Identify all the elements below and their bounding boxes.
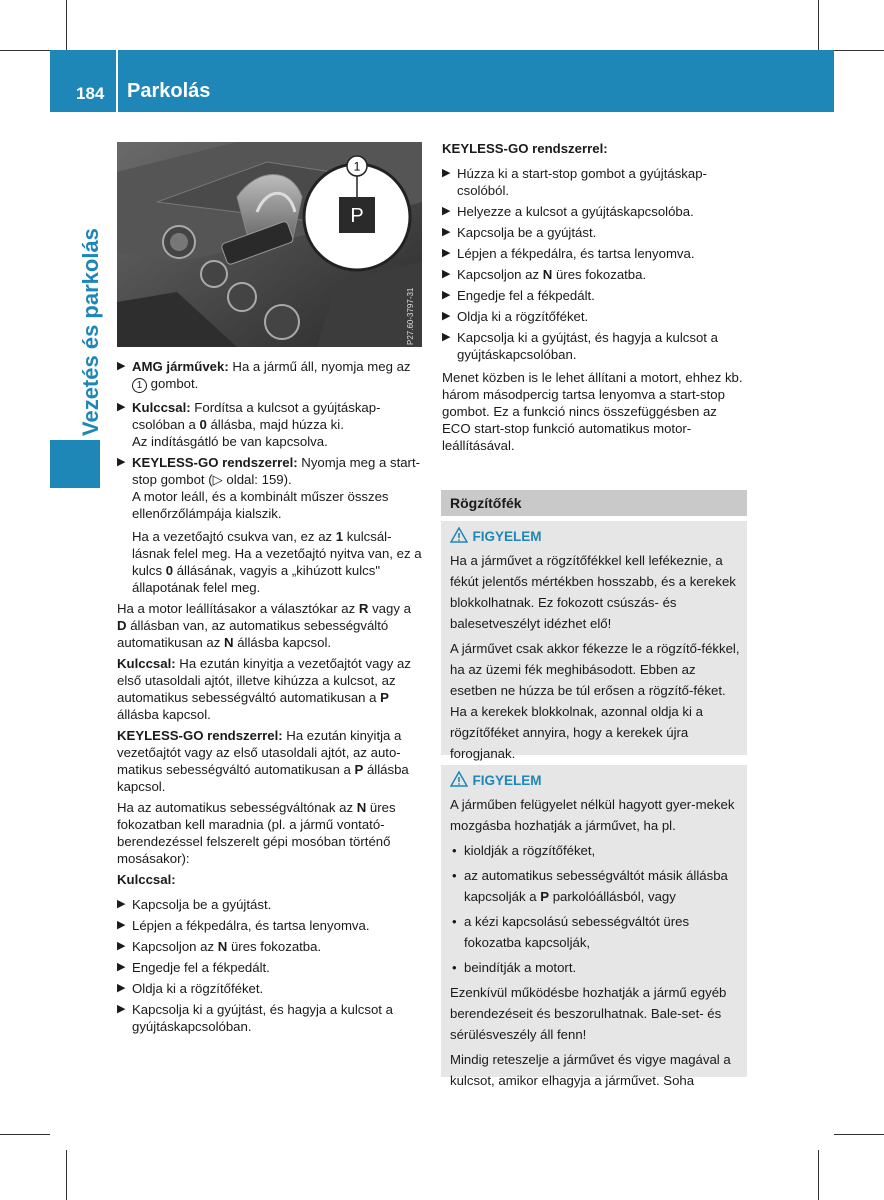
section-title: Rögzítőfék <box>441 490 747 516</box>
bullet-arrow-icon: ▶ <box>117 919 126 931</box>
item-text: Nyomja meg a start-stop gombot (▷ oldal: 159). <box>132 455 421 487</box>
step-text: Kapcsolja be a gyújtást. <box>132 897 272 912</box>
crop-mark <box>0 1134 50 1135</box>
step-text: Oldja ki a rögzítőféket. <box>132 981 264 996</box>
step-text: Engedje fel a fékpedált. <box>132 960 270 975</box>
step-text: Kapcsolja ki a gyújtást, és hagyja a kulcsot a gyújtáskapcsolóban. <box>132 1002 393 1034</box>
paragraph <box>117 799 424 867</box>
paragraph: Menet közben is le lehet állítani a motort, ehhez kb. három másodpercig tartsa lenyomva a start-stop gombot. Ez a funkció nincs összefüggésben az ECO start-stop funkció automatikus motor-leállításával. <box>442 370 743 453</box>
item-text: Az indításgátló be van kapcsolva. <box>132 434 328 449</box>
dot-text: parkolóállásból, vagy <box>549 889 676 904</box>
bullet-arrow-icon: ▶ <box>442 268 451 280</box>
dot-text: az automatikus sebességváltót másik állásba kapcsolják a <box>464 868 728 904</box>
list-item <box>450 840 744 861</box>
item-text: gombot. <box>147 376 199 391</box>
gear-selector-illustration <box>117 142 422 347</box>
right-column <box>442 140 748 458</box>
item-subpara <box>132 528 424 596</box>
section-heading: KEYLESS-GO rendszerrel: <box>442 141 608 156</box>
bullet-arrow-icon: ▶ <box>117 898 126 910</box>
dot-text: a kézi kapcsolású sebességváltót üres fokozatba kapcsolják, <box>464 914 690 950</box>
bullet-arrow-icon: ▶ <box>117 1003 126 1015</box>
text: üres fokozatban kell maradnia (pl. a jármű vontató-berendezéssel felszerelt gépi mosóban történő mosásakor): <box>117 800 396 866</box>
step-item <box>442 203 748 220</box>
item-text: Ha a vezetőajtó csukva van, ez az <box>132 529 336 544</box>
item-label: KEYLESS-GO rendszerrel: <box>132 455 298 470</box>
text: állásba kapcsol. <box>233 635 332 650</box>
sub-heading: Kulccsal: <box>117 872 176 887</box>
warning-text: A járművet csak akkor fékezze le a rögzítő-fékkel, ha az üzemi fék meghibásodott. Ebben az esetben ne húzza be túl erősen a rögzítő-féket. Ha a kerekek blokkolnak, azonnal oldja ki a rögzítőféket annyira, hogy a kerekek újra forogjanak. <box>450 641 740 761</box>
step-text: Lépjen a fékpedálra, és tartsa lenyomva. <box>132 918 370 933</box>
step-bold: N <box>542 267 553 282</box>
bold: P <box>380 690 389 705</box>
bullet-arrow-icon: ▶ <box>442 205 451 217</box>
page-title: Parkolás <box>127 80 211 102</box>
text: Ha a motor leállításakor a választókar az <box>117 601 359 616</box>
crop-mark <box>818 0 819 50</box>
text: Ha az automatikus sebességváltónak az <box>117 800 357 815</box>
step-text: Helyezze a kulcsot a gyújtáskapcsolóba. <box>457 204 694 219</box>
side-tab-marker <box>50 440 100 488</box>
text: Ha ezután kinyitja a vezetőajtót vagy az első utasoldali ajtót, az auto-matikus sebességváltó automatikusan a <box>117 728 402 777</box>
warning-title: FIGYELEM <box>472 529 542 544</box>
step-text: Kapcsolja be a gyújtást. <box>457 225 597 240</box>
list-item <box>117 358 424 393</box>
item-text: Ha a jármű áll, nyomja meg az <box>228 359 411 374</box>
item-text: Fordítsa a kulcsot a gyújtáskap-csolóban a <box>132 400 381 432</box>
bold: KEYLESS-GO rendszerrel: <box>117 728 283 743</box>
step-item <box>117 896 424 913</box>
text: Ha ezután kinyitja a vezetőajtót vagy az első utasoldali ajtót, illetve kihúzza a kulcsot, az automatikus sebességváltó automatikusan a <box>117 656 411 705</box>
bullet-arrow-icon: ▶ <box>117 456 126 468</box>
warning-text: Ezenkívül működésbe hozhatják a jármű egyéb berendezéseit és beszorulhatnak. Bale-set- és sérülésveszély áll fenn! <box>450 985 727 1042</box>
bullet-dot-icon: • <box>452 843 457 858</box>
warning-body <box>450 794 744 1095</box>
dot-text: kioldják a rögzítőféket, <box>464 843 596 858</box>
left-column <box>117 358 424 1039</box>
crop-mark <box>66 0 67 50</box>
warning-text: Mindig reteszelje a járművet és vigye magával a kulcsot, amikor elhagyja a járművet. Soha <box>450 1052 731 1088</box>
text: állásba kapcsol. <box>117 762 409 794</box>
step-text: üres fokozatba. <box>552 267 647 282</box>
header-divider <box>116 50 118 112</box>
step-item <box>442 165 748 199</box>
warning-header <box>450 771 541 790</box>
figure-p-symbol: P <box>350 205 364 227</box>
bold: N <box>224 635 234 650</box>
warning-triangle-icon <box>450 771 468 787</box>
list-item <box>450 865 744 907</box>
text: állásban van, az automatikus sebességváltó automatikusan az <box>117 618 389 650</box>
crop-mark <box>834 50 884 51</box>
step-item <box>442 266 748 283</box>
step-item <box>442 224 748 241</box>
bullet-arrow-icon: ▶ <box>117 401 126 413</box>
paragraph <box>117 727 424 795</box>
step-item <box>442 245 748 262</box>
bullet-arrow-icon: ▶ <box>117 982 126 994</box>
side-tab-label: Vezetés és parkolás <box>78 228 103 436</box>
step-text: Engedje fel a fékpedált. <box>457 288 595 303</box>
warning-text: A járműben felügyelet nélkül hagyott gyer-mekek mozgásba hozhatják a járművet, ha pl. <box>450 797 735 833</box>
bullet-dot-icon: • <box>452 914 457 929</box>
crop-mark <box>818 1150 819 1200</box>
figure-code: P27.60-3797-31 <box>406 287 415 345</box>
bullet-dot-icon: • <box>452 868 457 883</box>
page-number: 184 <box>76 84 105 103</box>
step-item <box>117 980 424 997</box>
bullet-arrow-icon: ▶ <box>442 331 451 343</box>
bullet-arrow-icon: ▶ <box>117 940 126 952</box>
warning-box <box>441 765 747 1088</box>
warning-triangle-icon <box>450 527 468 543</box>
bullet-arrow-icon: ▶ <box>442 167 451 179</box>
warning-box <box>441 521 747 761</box>
step-bold: N <box>217 939 228 954</box>
warning-text: Ha a járművet a rögzítőfékkel kell lefékeznie, a fékút jelentős mértékben hosszabb, és a kerekek blokkolhatnak. Ez fokozott csúszás- és balesetveszélyt idézhet elő! <box>450 553 736 631</box>
list-item <box>117 399 424 450</box>
bold: P <box>354 762 364 777</box>
step-item <box>117 917 424 934</box>
item-bold: 0 <box>165 563 174 578</box>
warning-header <box>450 527 541 546</box>
bold: R <box>358 601 369 616</box>
paragraph <box>117 600 424 651</box>
step-item <box>117 1001 424 1035</box>
item-text: állásba, majd húzza ki. <box>206 417 344 432</box>
bullet-arrow-icon: ▶ <box>442 289 451 301</box>
gear-selector-figure <box>117 142 422 347</box>
step-item <box>442 308 748 325</box>
item-text: A motor leáll, és a kombinált műszer összes ellenőrzőlámpája kialszik. <box>132 489 389 521</box>
figure-callout-number: 1 <box>353 159 361 174</box>
bold: Kulccsal: <box>117 656 176 671</box>
step-text: Oldja ki a rögzítőféket. <box>457 309 589 324</box>
bullet-dot-icon: • <box>452 960 457 975</box>
item-label: AMG járművek: <box>132 359 229 374</box>
step-text: Kapcsoljon az <box>457 267 543 282</box>
step-item <box>117 959 424 976</box>
step-item <box>442 287 748 304</box>
bullet-arrow-icon: ▶ <box>117 961 126 973</box>
crop-mark <box>834 1134 884 1135</box>
list-item <box>450 957 744 978</box>
bold: N <box>356 800 367 815</box>
warning-body <box>450 550 744 768</box>
warning-title: FIGYELEM <box>472 773 542 788</box>
list-item <box>450 911 744 953</box>
step-text: üres fokozatba. <box>227 939 322 954</box>
item-bold: 1 <box>335 529 344 544</box>
text: állásba kapcsol. <box>117 707 211 722</box>
list-item <box>117 454 424 596</box>
callout-number-icon: 1 <box>132 378 147 393</box>
item-bold: 0 <box>199 417 207 432</box>
text: vagy a <box>368 601 411 616</box>
step-text: Kapcsolja ki a gyújtást, és hagyja a kulcsot a gyújtáskapcsolóban. <box>457 330 718 362</box>
crop-mark <box>66 1150 67 1200</box>
item-label: Kulccsal: <box>132 400 191 415</box>
bullet-arrow-icon: ▶ <box>117 360 126 372</box>
bullet-arrow-icon: ▶ <box>442 226 451 238</box>
step-item <box>442 329 748 363</box>
dot-bold: P <box>540 889 550 904</box>
step-text: Lépjen a fékpedálra, és tartsa lenyomva. <box>457 246 695 261</box>
dot-text: beindítják a motort. <box>464 960 577 975</box>
bullet-arrow-icon: ▶ <box>442 310 451 322</box>
step-text: Húzza ki a start-stop gombot a gyújtáskap-csolóból. <box>457 166 707 198</box>
item-text: kulcsál-lásnak felel meg. Ha a vezetőajtó nyitva van, ez a kulcs <box>132 529 422 578</box>
bullet-arrow-icon: ▶ <box>442 247 451 259</box>
crop-mark <box>0 50 50 51</box>
step-text: Kapcsoljon az <box>132 939 218 954</box>
bold: D <box>117 618 127 633</box>
paragraph <box>117 655 424 723</box>
step-item <box>117 938 424 955</box>
item-text: állásának, vagyis a „kihúzott kulcs" állapotának felel meg. <box>132 563 381 595</box>
